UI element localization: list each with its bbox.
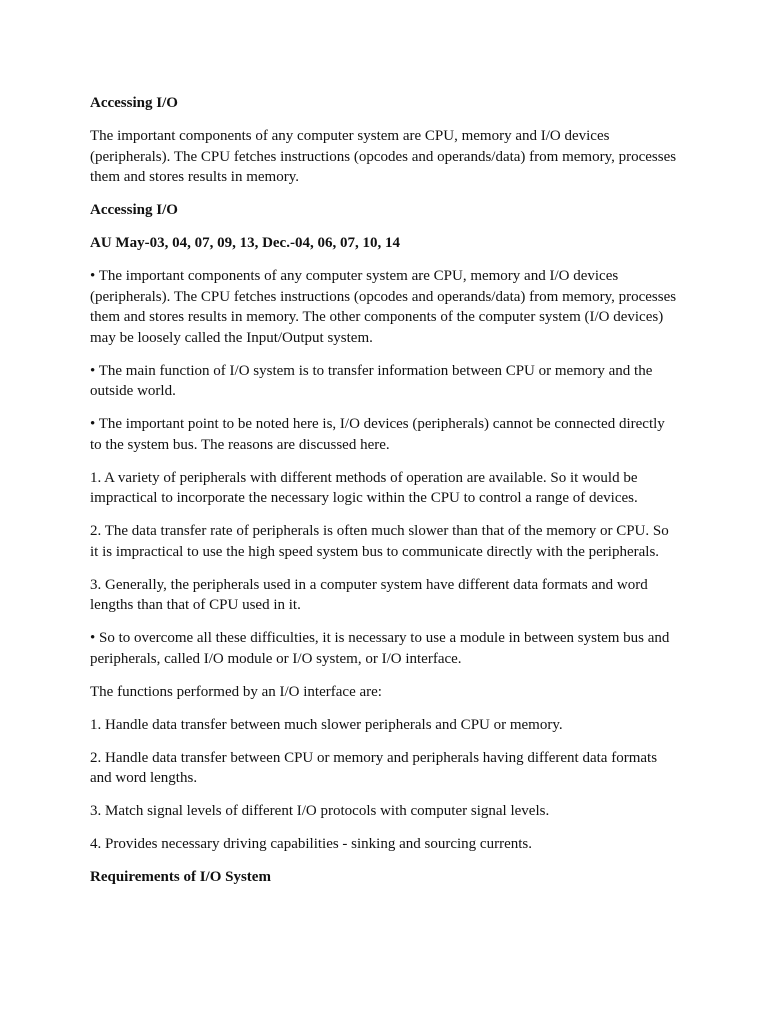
reason-item: 3. Generally, the peripherals used in a computer system have different data formats and word lengths than that of CPU used in it. xyxy=(90,576,648,613)
function-item: 4. Provides necessary driving capabilities - sinking and sourcing currents. xyxy=(90,836,532,852)
function-item: 2. Handle data transfer between CPU or memory and peripherals having different data formats and word lengths. xyxy=(90,749,658,786)
bullet-paragraph: • So to overcome all these difficulties, it is necessary to use a module in between system bus and peripherals, called I/O module or I/O system, or I/O interface. xyxy=(90,630,670,667)
bullet-paragraph: • The main function of I/O system is to transfer information between CPU or memory and the outside world. xyxy=(90,362,653,399)
reason-item: 1. A variety of peripherals with different methods of operation are available. So it would be impractical to incorporate the necessary logic within the CPU to control a range of devices. xyxy=(90,469,638,506)
bullet-paragraph: • The important components of any computer system are CPU, memory and I/O devices (peripherals). The CPU fetches instructions (opcodes and operands/data) from memory, processes them and stores results in memory. The other components of the computer system (I/O devices) may be loosely called the Input/Output system. xyxy=(90,268,677,346)
function-item: 1. Handle data transfer between much slower peripherals and CPU or memory. xyxy=(90,716,563,733)
section-heading-repeat: Accessing I/O xyxy=(90,202,178,218)
functions-intro: The functions performed by an I/O interface are: xyxy=(90,683,382,700)
reason-item: 2. The data transfer rate of peripherals is often much slower than that of the memory or CPU. So it is impractical to use the high speed system bus to communicate directly with the peripherals. xyxy=(90,523,669,560)
requirements-heading: Requirements of I/O System xyxy=(90,869,271,885)
document-page xyxy=(90,93,680,900)
bullet-paragraph: • The important point to be noted here is, I/O devices (peripherals) cannot be connected directly to the system bus. The reasons are discussed here. xyxy=(90,416,665,453)
exam-reference: AU May-03, 04, 07, 09, 13, Dec.-04, 06, 07, 10, 14 xyxy=(90,235,400,251)
function-item: 3. Match signal levels of different I/O protocols with computer signal levels. xyxy=(90,803,550,819)
section-heading: Accessing I/O xyxy=(90,95,178,111)
intro-paragraph: The important components of any computer system are CPU, memory and I/O devices (peripherals). The CPU fetches instructions (opcodes and operands/data) from memory, processes them and stores results in memory. xyxy=(90,128,677,185)
